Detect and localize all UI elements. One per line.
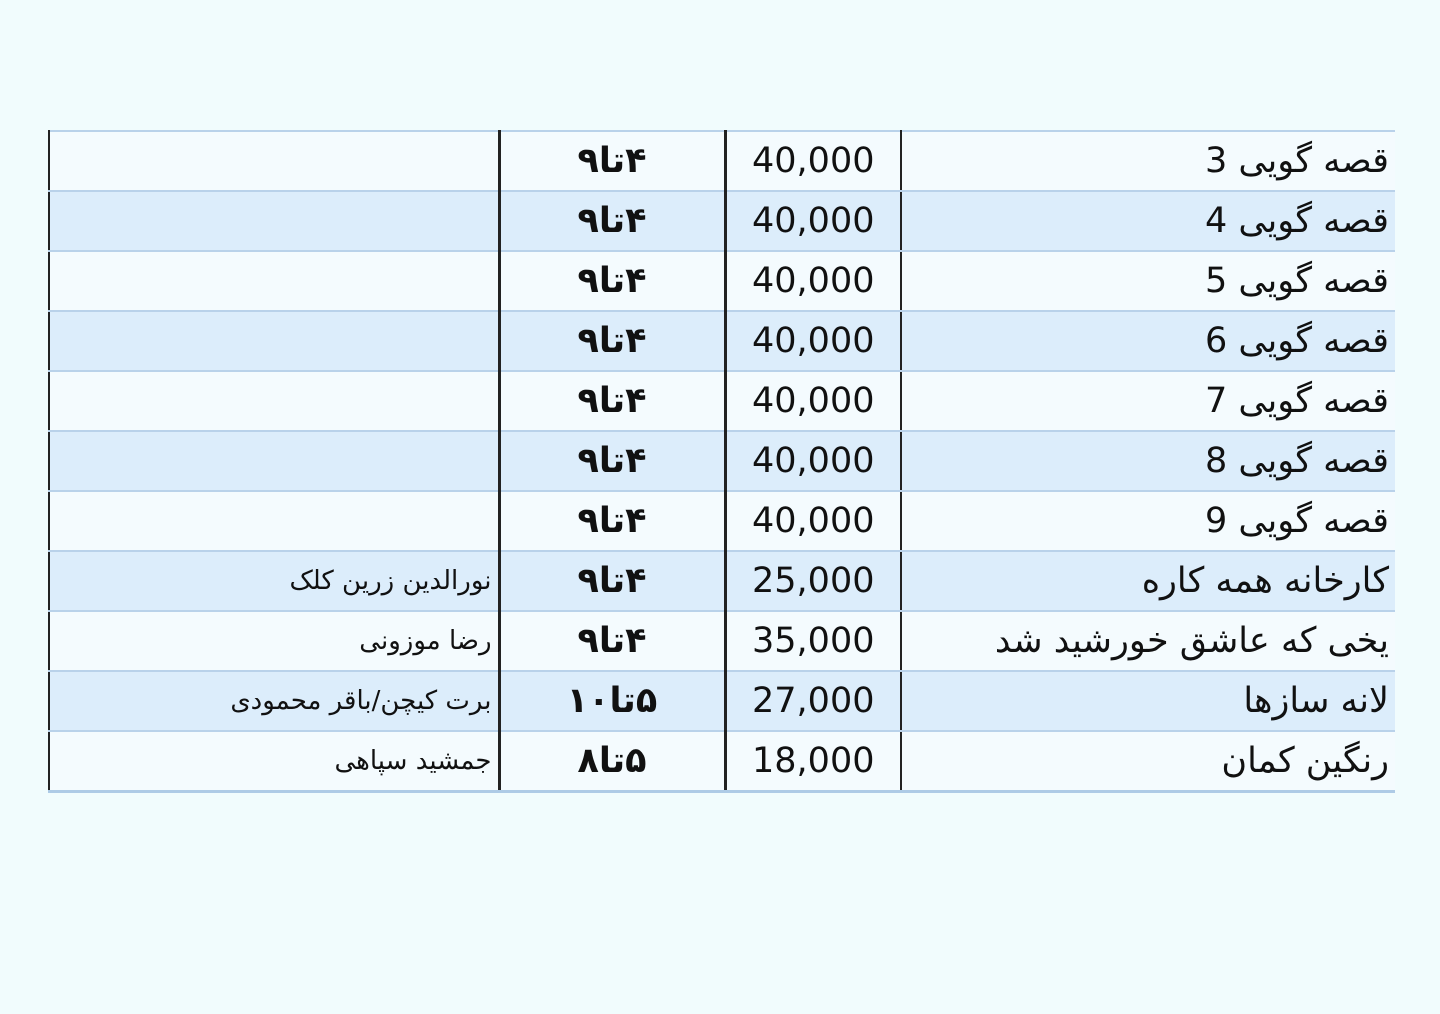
price-cell: 40,000: [725, 431, 901, 491]
book-title-cell: قصه گویی 3: [901, 131, 1395, 191]
age-range-cell: ۴تا۹: [499, 311, 725, 371]
book-title-cell: لانه سازها: [901, 671, 1395, 731]
author-cell: جمشید سپاهی: [49, 731, 499, 791]
price-cell: 35,000: [725, 611, 901, 671]
price-cell: 40,000: [725, 251, 901, 311]
price-cell: 40,000: [725, 311, 901, 371]
book-title-cell: یخی که عاشق خورشید شد: [901, 611, 1395, 671]
table-row: [49, 491, 1395, 551]
book-title-cell: قصه گویی 4: [901, 191, 1395, 251]
table-row: [49, 371, 1395, 431]
author-cell: [49, 191, 499, 251]
table-row: [49, 191, 1395, 251]
age-range-cell: ۴تا۹: [499, 251, 725, 311]
author-cell: نورالدین زرین کلک: [49, 551, 499, 611]
table-body: [49, 131, 1395, 791]
age-range-cell: ۴تا۹: [499, 491, 725, 551]
book-title-cell: رنگین کمان: [901, 731, 1395, 791]
table-row: [49, 731, 1395, 791]
author-cell: [49, 251, 499, 311]
table-row: [49, 251, 1395, 311]
age-range-cell: ۴تا۹: [499, 131, 725, 191]
age-range-cell: ۵تا۱۰: [499, 671, 725, 731]
price-cell: 40,000: [725, 191, 901, 251]
book-title-cell: قصه گویی 8: [901, 431, 1395, 491]
age-range-cell: ۵تا۸: [499, 731, 725, 791]
author-cell: [49, 131, 499, 191]
book-title-cell: قصه گویی 5: [901, 251, 1395, 311]
table-row: [49, 131, 1395, 191]
author-cell: [49, 311, 499, 371]
book-price-table: [48, 130, 1395, 793]
age-range-cell: ۴تا۹: [499, 431, 725, 491]
author-cell: [49, 491, 499, 551]
price-cell: 40,000: [725, 491, 901, 551]
author-cell: [49, 371, 499, 431]
age-range-cell: ۴تا۹: [499, 371, 725, 431]
age-range-cell: ۴تا۹: [499, 611, 725, 671]
author-cell: [49, 431, 499, 491]
book-title-cell: قصه گویی 6: [901, 311, 1395, 371]
book-title-cell: کارخانه همه کاره: [901, 551, 1395, 611]
table-row: [49, 431, 1395, 491]
table-row: [49, 671, 1395, 731]
age-range-cell: ۴تا۹: [499, 191, 725, 251]
price-cell: 40,000: [725, 131, 901, 191]
book-title-cell: قصه گویی 7: [901, 371, 1395, 431]
price-cell: 27,000: [725, 671, 901, 731]
price-cell: 40,000: [725, 371, 901, 431]
table-row: [49, 611, 1395, 671]
author-cell: برت کیچن/باقر محمودی: [49, 671, 499, 731]
table-row: [49, 311, 1395, 371]
table-row: [49, 551, 1395, 611]
age-range-cell: ۴تا۹: [499, 551, 725, 611]
price-cell: 18,000: [725, 731, 901, 791]
book-title-cell: قصه گویی 9: [901, 491, 1395, 551]
price-cell: 25,000: [725, 551, 901, 611]
author-cell: رضا موزونی: [49, 611, 499, 671]
